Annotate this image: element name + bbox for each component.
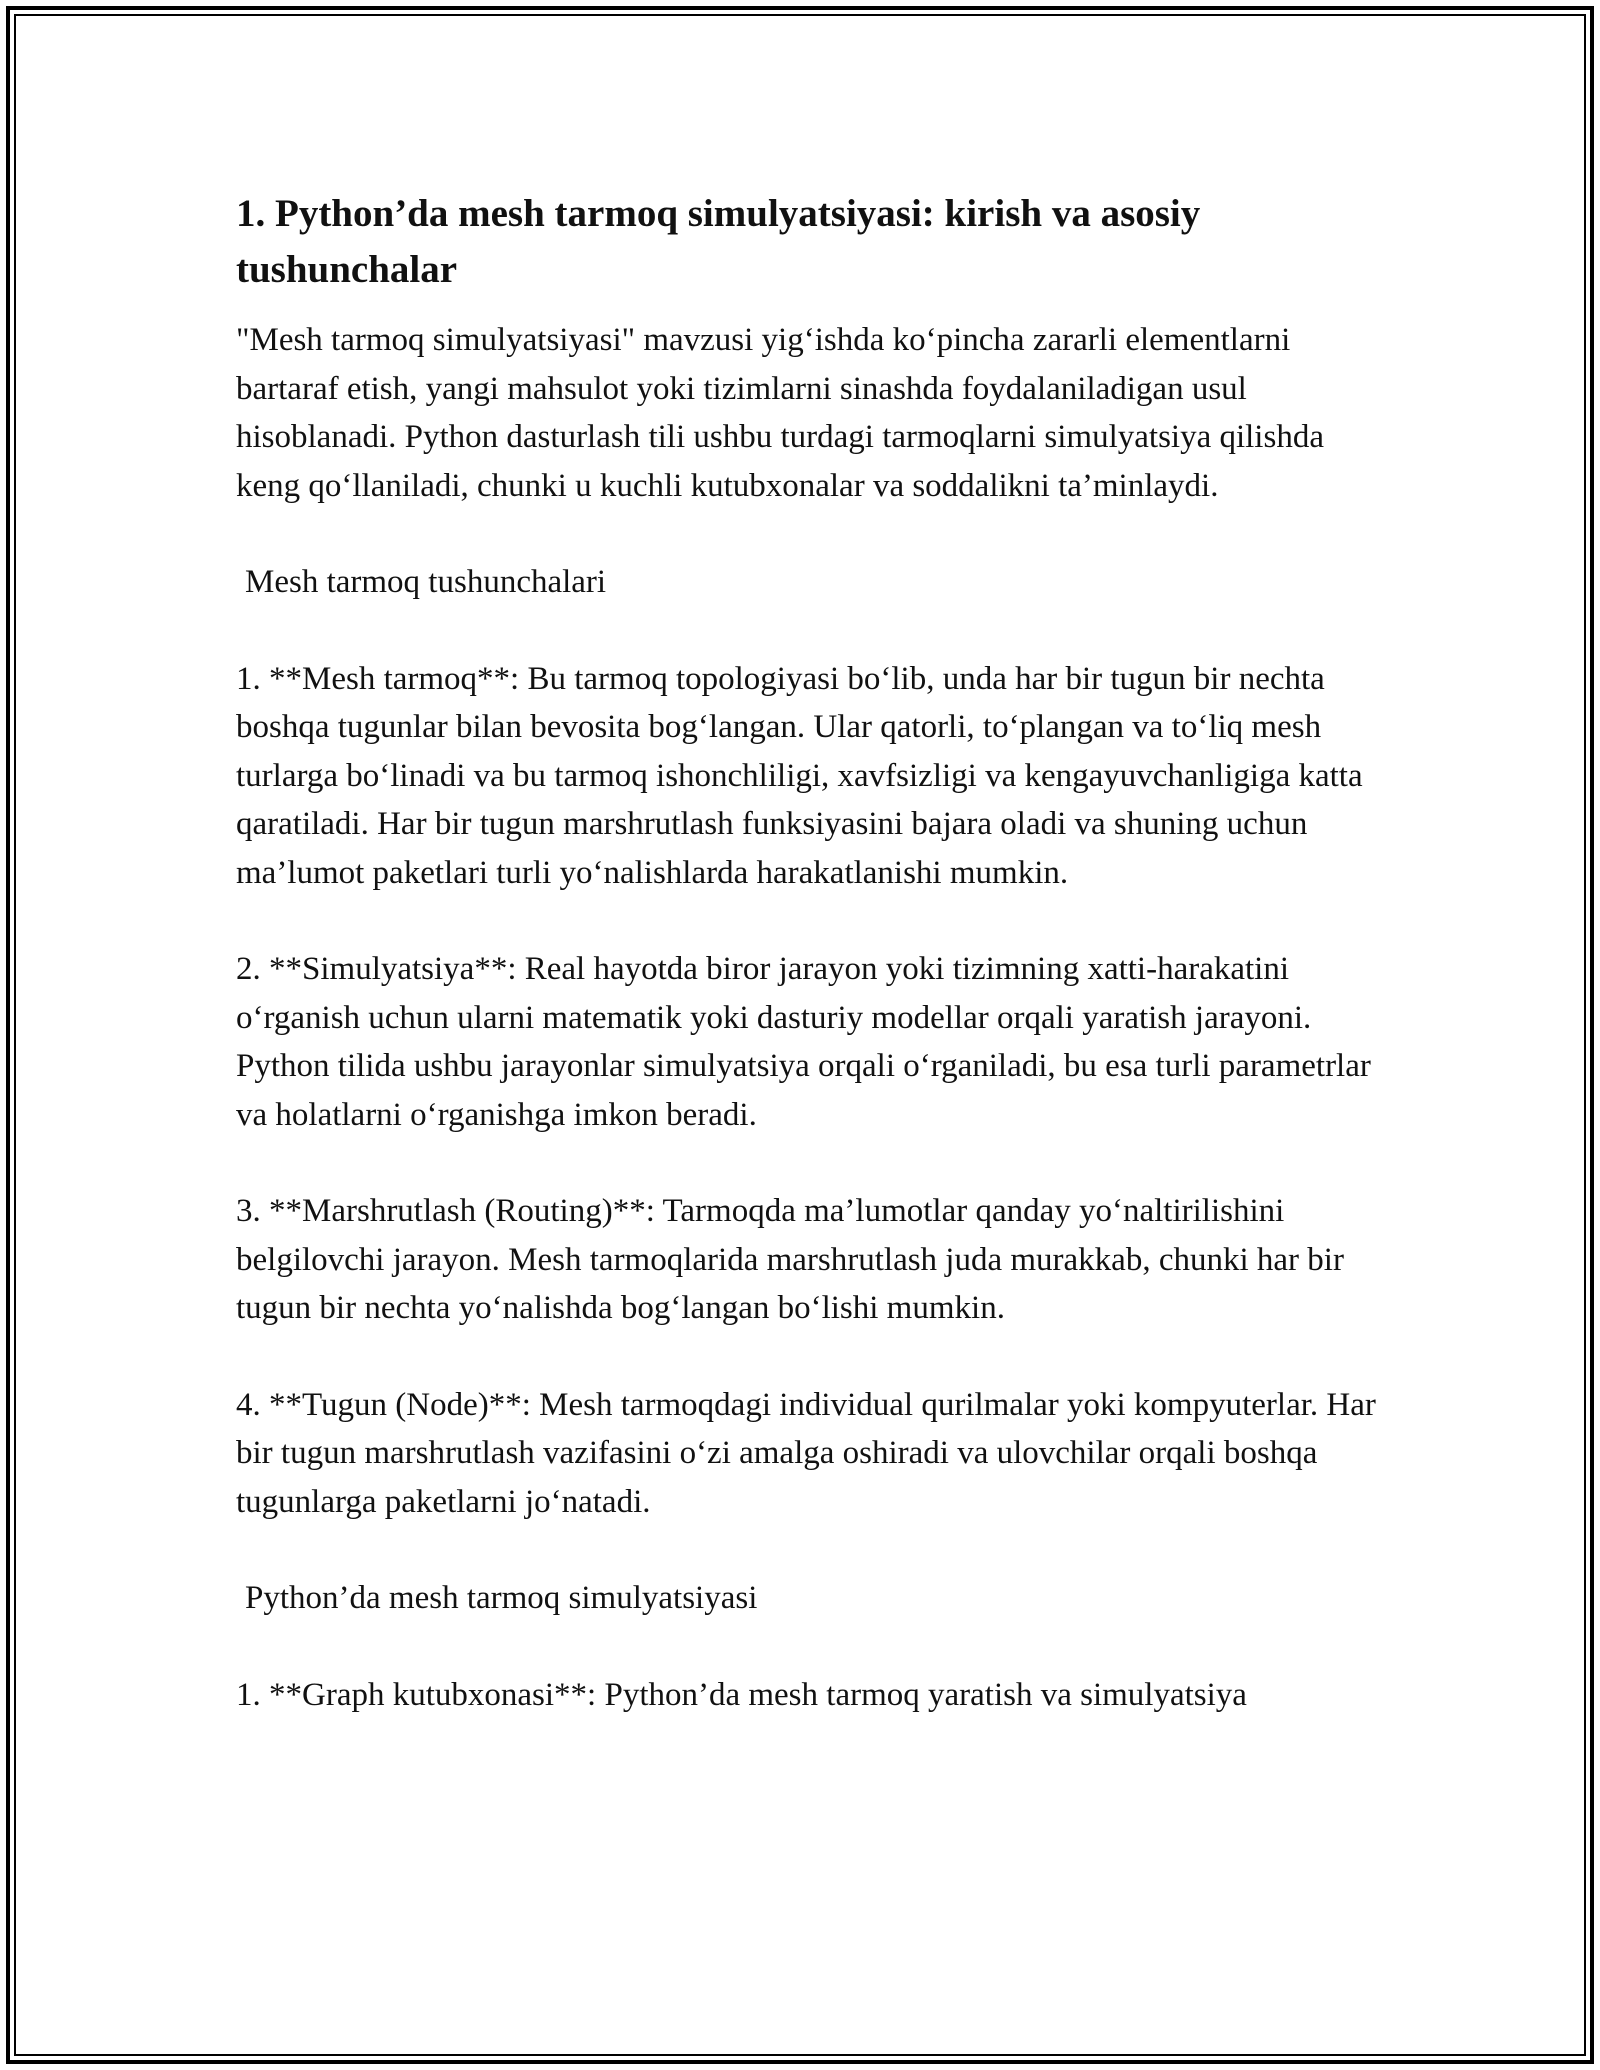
intro-paragraph: "Mesh tarmoq simulyatsiyasi" mavzusi yig‘ishda ko‘pincha zararli elementlarni bartaraf etish, yangi mahsulot yoki tizimlarni sinashda foydalaniladigan usul hisoblanadi. Python dasturlash tili ushbu turdagi tarmoqlarni simulyatsiya qilishda keng qo‘llaniladi, chunki u kuchli kutubxonalar va soddalikni ta’minlaydi.	[236, 322, 1324, 504]
spacer	[236, 1526, 1376, 1574]
document-content	[236, 186, 1376, 1719]
concept-item-node: 4. **Tugun (Node)**: Mesh tarmoqdagi individual qurilmalar yoki kompyuterlar. Har bir tugun marshrutlash vazifasini o‘zi amalga oshiradi va ulovchilar orqali boshqa tugunlarga paketlarni jo‘natadi.	[236, 1386, 1376, 1520]
concept-item-simulation: 2. **Simulyatsiya**: Real hayotda biror jarayon yoki tizimning xatti-harakatini o‘rganish uchun ularni matematik yoki dasturiy modellar orqali yaratish jarayoni. Python tilida ushbu jarayonlar simulyatsiya orqali o‘rganiladi, bu esa turli parametrlar va holatlarni o‘rganishga imkon beradi.	[236, 951, 1371, 1133]
spacer	[236, 510, 1376, 558]
spacer	[236, 607, 1376, 655]
concept-item-mesh: 1. **Mesh tarmoq**: Bu tarmoq topologiyasi bo‘lib, unda har bir tugun bir nechta boshqa tugunlar bilan bevosita bog‘langan. Ular qatorli, to‘plangan va to‘liq mesh turlarga bo‘linadi va bu tarmoq ishonchliligi, xavfsizligi va kengayuvchanligiga katta qaratiladi. Har bir tugun marshrutlash funksiyasini bajara oladi va shuning uchun ma’lumot paketlari turli yo‘nalishlarda harakatlanishi mumkin.	[236, 660, 1363, 891]
spacer	[236, 1333, 1376, 1381]
python-item-graph: 1. **Graph kutubxonasi**: Python’da mesh tarmoq yaratish va simulyatsiya	[236, 1676, 1247, 1713]
spacer	[236, 1139, 1376, 1187]
document-title: 1. Python’da mesh tarmoq simulyatsiyasi: kirish va asosiy tushunchalar	[236, 192, 1201, 291]
section-heading-concepts: Mesh tarmoq tushunchalari	[245, 564, 607, 600]
section-heading-python-simulation: Python’da mesh tarmoq simulyatsiyasi	[245, 1580, 758, 1616]
concept-item-routing: 3. **Marshrutlash (Routing)**: Tarmoqda ma’lumotlar qanday yo‘naltirilishini belgilovchi jarayon. Mesh tarmoqlarida marshrutlash juda murakkab, chunki har bir tugun bir nechta yo‘nalishda bog‘langan bo‘lishi mumkin.	[236, 1193, 1344, 1326]
spacer	[236, 1623, 1376, 1671]
spacer	[236, 897, 1376, 945]
